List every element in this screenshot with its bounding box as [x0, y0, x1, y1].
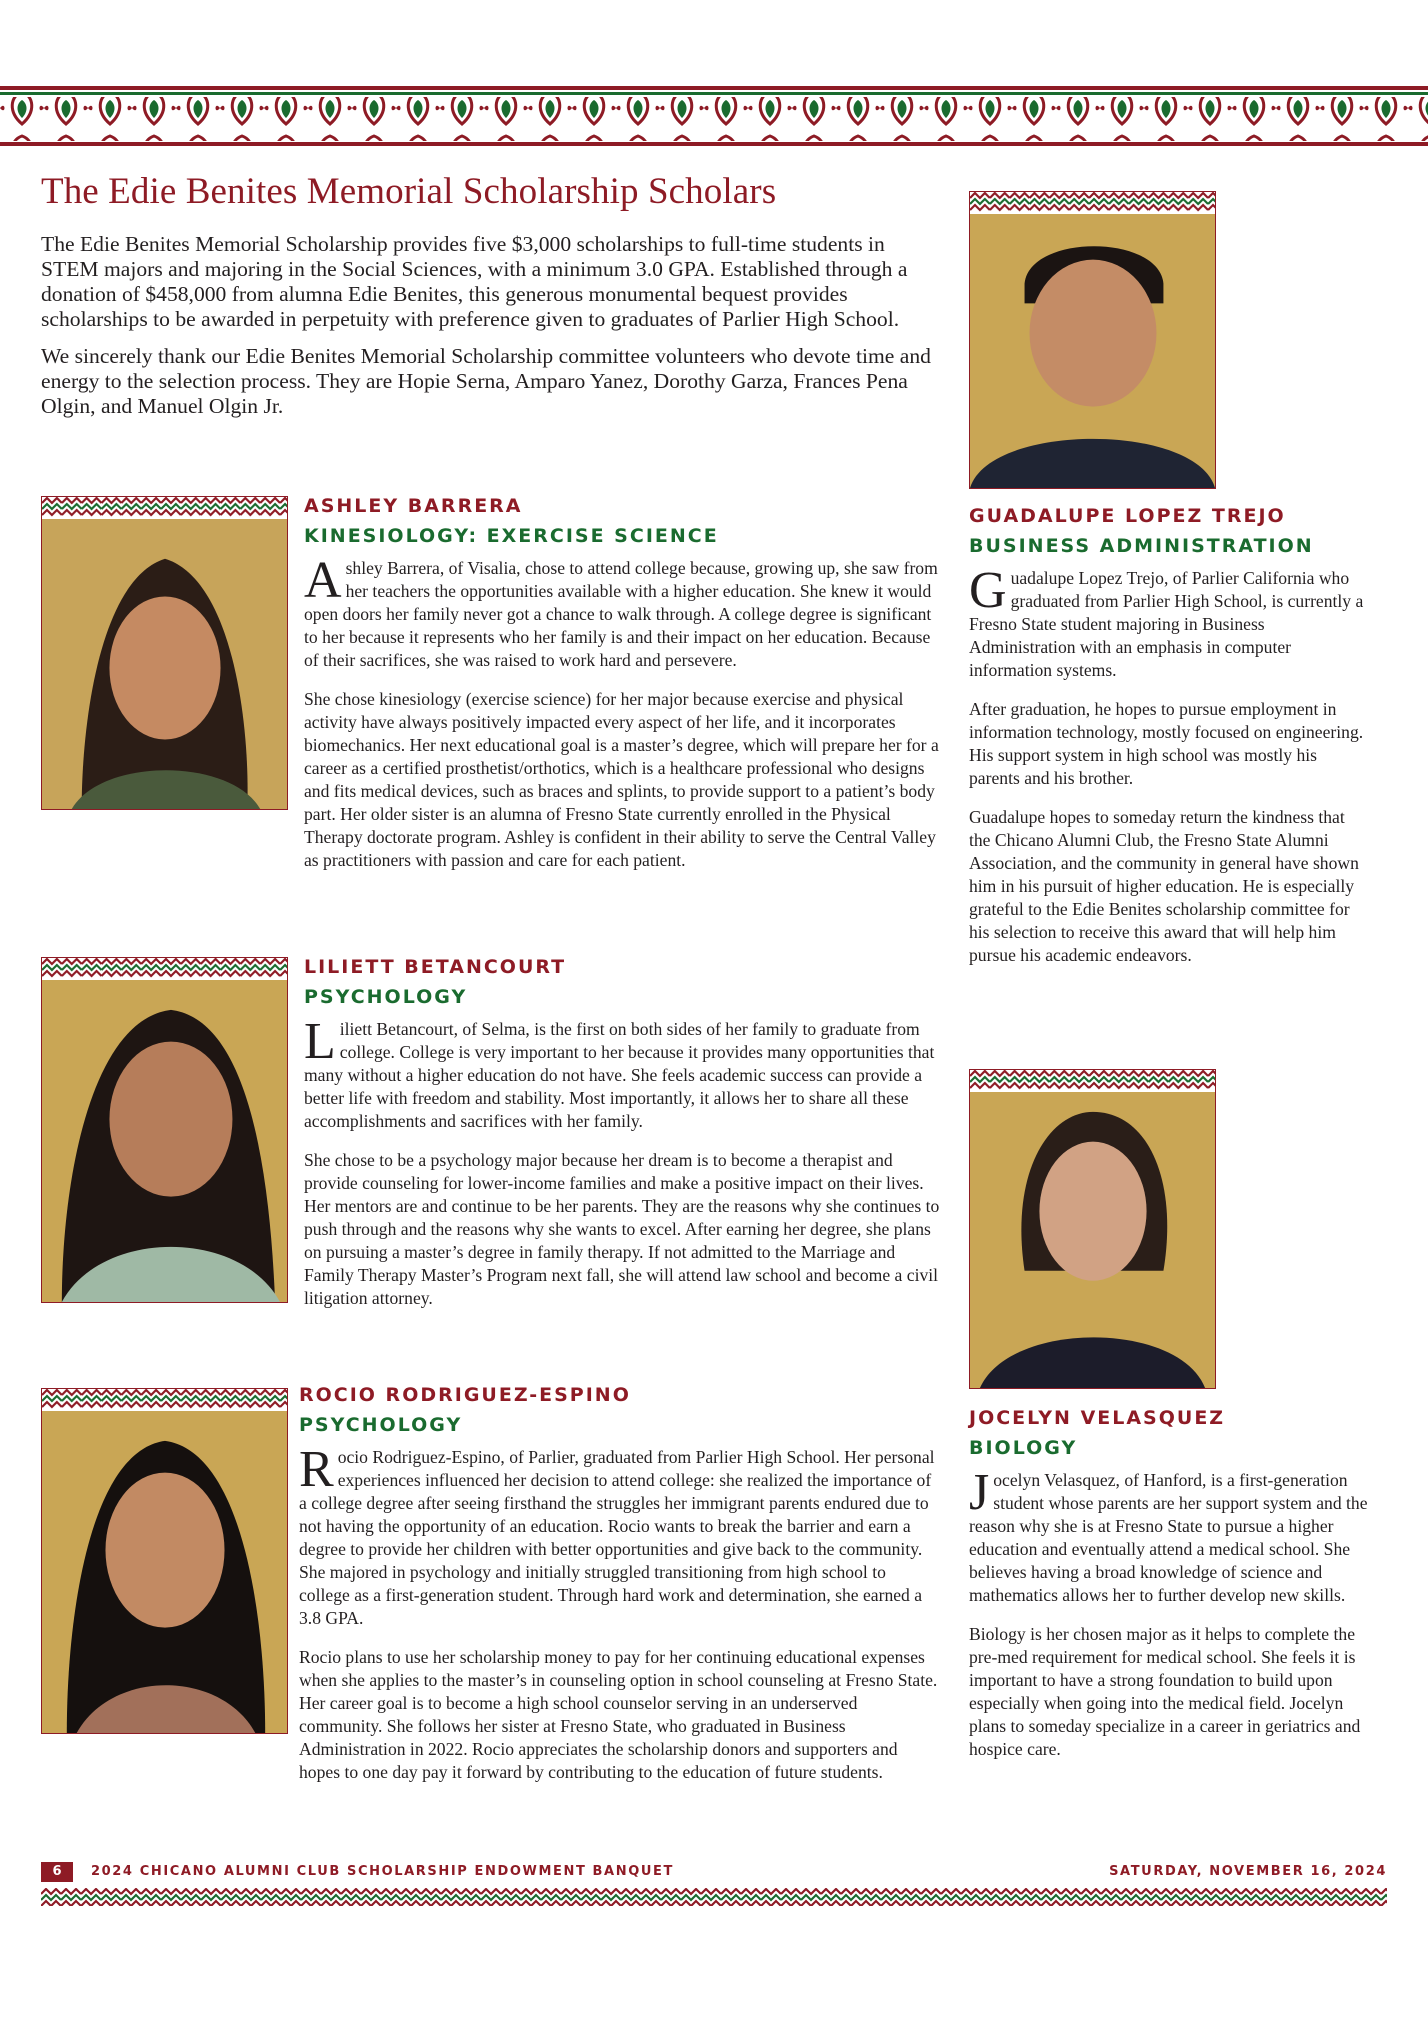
scholar-ashley-barrera [304, 491, 940, 888]
photo-guadalupe-lopez-trejo [969, 191, 1216, 489]
scholar-rocio-rodriguez-espino [299, 1380, 940, 1800]
scholar-jocelyn-velasquez [969, 1403, 1369, 1777]
scholar-major: KINESIOLOGY: EXERCISE SCIENCE [304, 525, 719, 547]
scholar-bio: Biology is her chosen major as it helps to complete the pre-med requirement for medical school. She feels it is important to have a strong foundation to build upon especially when going into the medical field. Jocelyn plans to someday specialize in a career in geriatrics and hospice care. [969, 1624, 1361, 1759]
photo-jocelyn-velasquez [969, 1069, 1216, 1389]
scholar-bio: Ashley Barrera, of Visalia, chose to attend college because, growing up, she saw from her teachers the opportunities available with a higher education. She knew it would open doors her family never got a chance to walk through. A college degree is significant to her because it represents who her family is and their impact on her education. Because of their sacrifices, she was raised to work hard and persevere. [304, 552, 938, 670]
page-footer [41, 1862, 1387, 1884]
scholar-bio: Liliett Betancourt, of Selma, is the first on both sides of her family to graduate from college. College is very important to her because it provides many opportunities that many without a higher education do not have. She feels academic success can provide a better life with freedom and stability. Most importantly, it allows her to share all these accomplishments and sacrifices with her family. [304, 1013, 935, 1131]
page-title: The Edie Benites Memorial Scholarship Scholars [41, 171, 777, 212]
photo-rocio-rodriguez-espino [41, 1388, 288, 1734]
scholar-name: ROCIO RODRIGUEZ-ESPINO [299, 1384, 631, 1406]
photo-liliett-betancourt [41, 957, 288, 1303]
intro-paragraph: The Edie Benites Memorial Scholarship provides five $3,000 scholarships to full-time students in STEM majors and majoring in the Social Sciences, with a minimum 3.0 GPA. Established through a donation of $458,000 from alumna Edie Benites, this generous monumental bequest provides scholarships to be awarded in perpetuity with preference given to graduates of Parlier High School. [41, 232, 908, 331]
scholar-guadalupe-lopez-trejo [969, 501, 1369, 983]
scholar-name: JOCELYN VELASQUEZ [969, 1407, 1226, 1429]
scholar-major: PSYCHOLOGY [304, 986, 468, 1008]
intro-paragraph: We sincerely thank our Edie Benites Memorial Scholarship committee volunteers who devote time and energy to the selection process. They are Hopie Serna, Amparo Yanez, Dorothy Garza, Frances Pena Olgin, and Manuel Olgin Jr. [41, 344, 931, 418]
scholar-bio: She chose to be a psychology major because her dream is to become a therapist and provide counseling for lower-income families and make a positive impact on their lives. Her mentors are and continue to be her parents. They are the reasons why she continues to push through and the reasons why she wants to excel. After earning her degree, she plans on pursuing a master’s degree in family therapy. If not admitted to the Marriage and Family Therapy Master’s Program next fall, she will attend law school and become a civil litigation attorney. [304, 1150, 940, 1308]
scholar-bio: Guadalupe hopes to someday return the kindness that the Chicano Alumni Club, the Fresno State Alumni Association, and the community in general have shown him in his pursuit of higher education. He is especially grateful to the Edie Benites scholarship committee for his selection to receive this award that will help him pursue his academic endeavors. [969, 807, 1359, 965]
scholar-bio: Rocio plans to use her scholarship money to pay for her continuing educational expenses when she applies to the master’s in counseling option in school counseling at Fresno State. Her career goal is to become a high school counselor serving in an underserved community. She follows her sister at Fresno State, who graduated in Business Administration in 2022. Rocio appreciates the scholarship donors and supporters and hopes to one day pay it forward by contributing to the education of future students. [299, 1647, 938, 1782]
scholar-liliett-betancourt [304, 952, 940, 1326]
page-number: 6 [41, 1862, 73, 1882]
decorative-bottom-border [41, 1888, 1387, 1906]
scholar-name: LILIETT BETANCOURT [304, 956, 567, 978]
footer-event-title: 2024 CHICANO ALUMNI CLUB SCHOLARSHIP ENDOWMENT BANQUET [91, 1864, 674, 1879]
scholar-major: BIOLOGY [969, 1437, 1078, 1459]
intro-text [41, 232, 941, 431]
decorative-top-border [0, 86, 1428, 146]
scholar-major: PSYCHOLOGY [299, 1414, 463, 1436]
scholar-bio: Rocio Rodriguez-Espino, of Parlier, graduated from Parlier High School. Her personal experiences influenced her decision to attend college: she realized the importance of a college degree after seeing firsthand the struggles her immigrant parents endured due to not having the opportunity of an education. Rocio wants to break the barrier and earn a degree to provide her children with better opportunities and give back to the community. She majored in psychology and initially struggled transitioning from high school to college as a first-generation student. Through hard work and determination, she earned a 3.8 GPA. [299, 1441, 935, 1628]
footer-date: SATURDAY, NOVEMBER 16, 2024 [1109, 1864, 1387, 1879]
scholar-name: GUADALUPE LOPEZ TREJO [969, 505, 1286, 527]
scholar-bio: Jocelyn Velasquez, of Hanford, is a first-generation student whose parents are her support system and the reason why she is at Fresno State to pursue a higher education and eventually attend a medical school. She believes having a broad knowledge of science and mathematics allows her to further develop new skills. [969, 1464, 1368, 1605]
scholar-bio: After graduation, he hopes to pursue employment in information technology, mostly focused on engineering. His support system in high school was mostly his parents and his brother. [969, 699, 1364, 788]
scholar-major: BUSINESS ADMINISTRATION [969, 535, 1314, 557]
scholar-bio: She chose kinesiology (exercise science) for her major because exercise and physical activity have always positively impacted every aspect of her life, and it incorporates biomechanics. Her next educational goal is a master’s degree, which will prepare her for a career as a certified prosthetist/orthotics, which is a healthcare professional who designs and fits medical devices, such as braces and splints, to provide support to a patient’s body part. Her older sister is an alumna of Fresno State currently enrolled in the Physical Therapy doctorate program. Ashley is confident in their ability to serve the Central Valley as practitioners with passion and care for each patient. [304, 689, 939, 870]
photo-ashley-barrera [41, 496, 288, 810]
scholar-name: ASHLEY BARRERA [304, 495, 523, 517]
scholar-bio: Guadalupe Lopez Trejo, of Parlier California who graduated from Parlier High School, is currently a Fresno State student majoring in Business Administration with an emphasis in computer information systems. [969, 562, 1364, 680]
